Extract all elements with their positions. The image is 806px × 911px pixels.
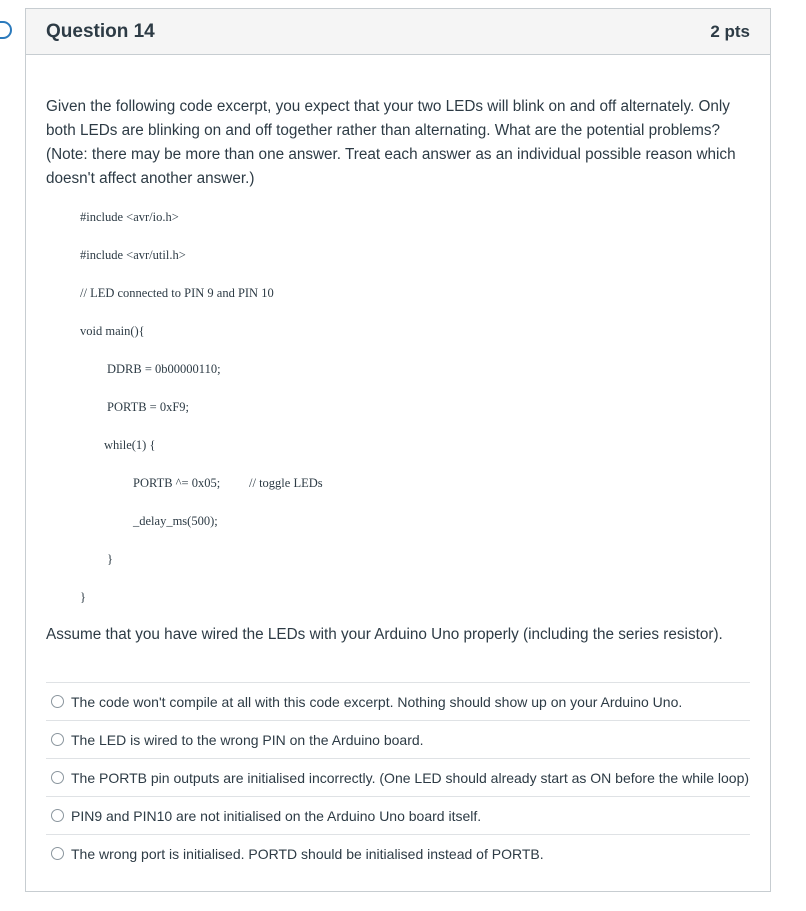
question-card [25,8,771,892]
question-header [26,9,770,55]
code-line-ddrb: DDRB = 0b00000110; [107,362,221,376]
answer-option-5[interactable] [46,834,750,872]
answer-text: The wrong port is initialised. PORTD should be initialised instead of PORTB. [71,845,544,862]
code-line-portb: PORTB = 0xF9; [107,400,190,414]
question-prompt: Given the following code excerpt, you expect that your two LEDs will blink on and off alternately. Only both LEDs are blinking on and off together rather than alternating. What are the potential problems? (Note: there may be more than one answer. Treat each answer as an individual possible reason which doesn't affect another answer.) [46,98,736,187]
radio-button[interactable] [51,695,64,708]
code-line-toggle: PORTB ^= 0x05; [133,476,221,490]
answer-text: The LED is wired to the wrong PIN on the Arduino board. [71,731,424,748]
answer-option-1[interactable] [46,682,750,720]
radio-button[interactable] [51,809,64,822]
code-line-close-main: } [80,590,86,604]
radio-button[interactable] [51,771,64,784]
code-line-while: while(1) { [104,438,156,452]
answer-option-3[interactable] [46,758,750,796]
radio-button[interactable] [51,847,64,860]
code-line-include-util: #include <avr/util.h> [80,248,186,262]
code-line-toggle-comment: // toggle LEDs [249,476,323,490]
answer-text: The PORTB pin outputs are initialised incorrectly. (One LED should already start as ON before the while loop) [71,769,750,786]
answer-option-2[interactable] [46,720,750,758]
answer-option-4[interactable] [46,796,750,834]
question-assumption: Assume that you have wired the LEDs with your Arduino Uno properly (including the series resistor). [46,626,723,643]
question-title: Question 14 [46,20,155,42]
answer-text: The code won't compile at all with this code excerpt. Nothing should show up on your Arduino Uno. [71,693,683,710]
code-line-include-io: #include <avr/io.h> [80,210,179,224]
code-line-delay: _delay_ms(500); [133,514,218,528]
code-line-main: void main(){ [80,324,145,338]
radio-button[interactable] [51,733,64,746]
code-line-close-while: } [107,552,113,566]
question-points: 2 pts [710,21,750,41]
answer-text: PIN9 and PIN10 are not initialised on the Arduino Uno board itself. [71,807,482,824]
code-line-comment: // LED connected to PIN 9 and PIN 10 [80,286,274,300]
flag-question-icon[interactable] [0,21,12,39]
answer-list [46,682,750,872]
